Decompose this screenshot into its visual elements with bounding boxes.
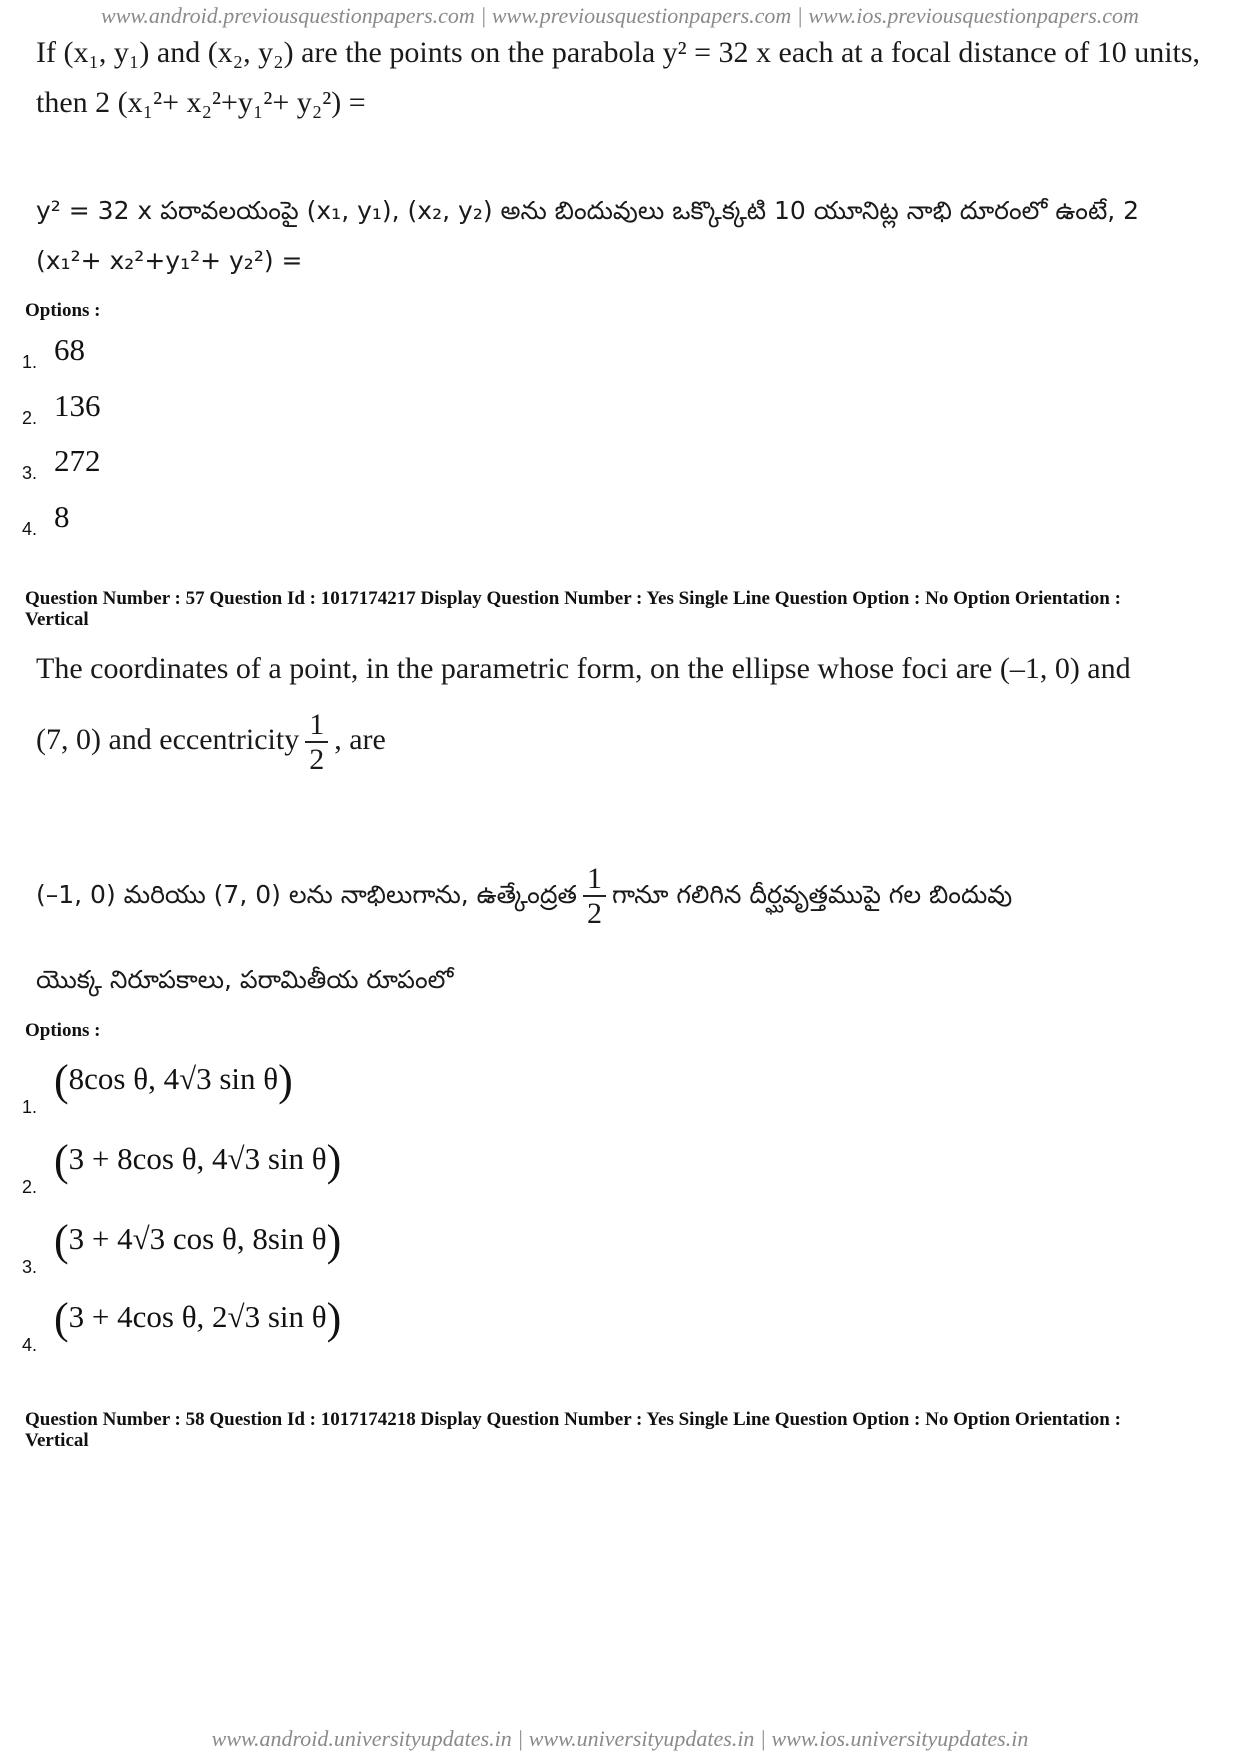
fraction-denominator: 2 — [309, 743, 325, 776]
fraction-numerator: 1 — [305, 708, 328, 743]
option-number: 3. — [22, 463, 38, 483]
q57-english-line2-post: , are — [334, 722, 386, 756]
eccentricity-fraction-telugu — [583, 862, 606, 930]
q56-options-label: Options : — [25, 300, 101, 321]
q56-telugu-text: y² = 32 x పరావలయంపై (x₁, y₁), (x₂, y₂) అను బిందువులు ఒక్కొక్కటి 10 యూనిట్ల నాభి దూరంలో ఉంటే, 2 (x₁²+ x₂²+y₁²+ y₂²) = — [36, 196, 1140, 275]
option-value: 3 + 4cos θ, 2√3 sin θ — [68, 1299, 327, 1334]
option-value: 3 + 8cos θ, 4√3 sin θ — [68, 1141, 327, 1176]
q57-telugu-line1 — [36, 862, 1206, 930]
option-value: 272 — [54, 443, 101, 478]
q57-english-line2 — [36, 708, 1206, 776]
option-number: 1. — [22, 1097, 38, 1117]
option-value: 8 — [54, 499, 70, 534]
option-value: 8cos θ, 4√3 sin θ — [68, 1061, 279, 1096]
q58-meta: Question Number : 58 Question Id : 1017174218 Display Question Number : Yes Single Line Question Option : No Option Orientation : Vertical — [25, 1409, 1121, 1451]
right-paren: ) — [326, 1136, 342, 1185]
option-value: 3 + 4√3 cos θ, 8sin θ — [68, 1221, 327, 1256]
q57-telugu-pre: (–1, 0) మరియు (7, 0) లను నాభిలుగాను, ఉత్కేంద్రత — [36, 880, 577, 909]
option-number: 2. — [22, 408, 38, 428]
q57-telugu-line2: యొక్క నిరూపకాలు, పరామితీయ రూపంలో — [36, 965, 454, 994]
left-paren: ( — [54, 1294, 69, 1343]
q57-telugu-post: గానూ గలిగిన దీర్ఘవృత్తముపై గల బిందువు — [611, 880, 1013, 909]
q57-english-line1: The coordinates of a point, in the parametric form, on the ellipse whose foci are (–1, 0) and — [36, 652, 1131, 685]
eccentricity-fraction — [305, 708, 328, 776]
footer-watermark: www.android.universityupdates.in | www.universityupdates.in | www.ios.universityupdates.in — [211, 1726, 1029, 1751]
q57-english-line2-pre: (7, 0) and eccentricity — [36, 722, 300, 756]
option-number: 4. — [22, 1335, 38, 1355]
left-paren: ( — [54, 1216, 69, 1265]
q57-options-label: Options : — [25, 1020, 101, 1041]
option-number: 4. — [22, 519, 38, 539]
fraction-numerator: 1 — [583, 862, 606, 897]
option-value: 136 — [54, 388, 101, 423]
left-paren: ( — [54, 1136, 69, 1185]
right-paren: ) — [326, 1294, 342, 1343]
option-value: 68 — [54, 332, 85, 367]
left-paren: ( — [54, 1056, 69, 1105]
fraction-denominator: 2 — [586, 897, 602, 930]
right-paren: ) — [326, 1216, 342, 1265]
header-watermark: www.android.previousquestionpapers.com | www.previousquestionpapers.com | www.ios.previousquestionpapers.com — [101, 3, 1139, 28]
option-number: 3. — [22, 1257, 38, 1277]
q57-meta: Question Number : 57 Question Id : 1017174217 Display Question Number : Yes Single Line Question Option : No Option Orientation : Vertical — [25, 588, 1121, 630]
right-paren: ) — [278, 1056, 293, 1105]
q56-english-text: If (x₁, y₁) and (x₂, y₂) are the points on the parabola y² = 32 x each at a focal distance of 10 units, then 2 (x₁²+ x₂²+y₁²+ y₂²) = — [36, 36, 1201, 119]
option-number: 2. — [22, 1177, 38, 1197]
option-number: 1. — [22, 352, 38, 372]
